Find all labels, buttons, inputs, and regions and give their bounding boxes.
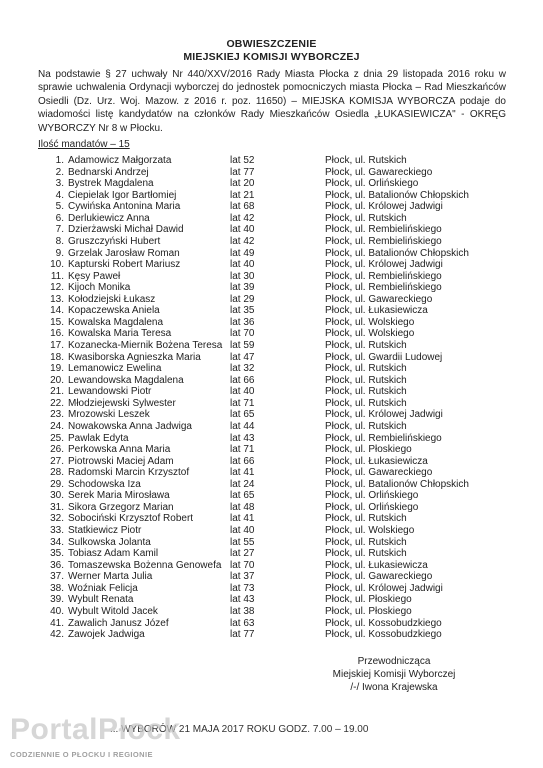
candidate-row	[0, 340, 543, 352]
candidate-row	[0, 282, 543, 294]
candidate-address: Płock, ul. Królowej Jadwigi	[325, 409, 443, 421]
candidate-number: 3.	[55, 178, 64, 190]
candidate-age: lat 24	[230, 478, 255, 490]
candidate-number: 22.	[50, 397, 64, 409]
candidate-age: lat 43	[230, 594, 255, 606]
candidate-name: Zawalich Janusz Józef	[68, 617, 169, 629]
candidate-row	[0, 525, 543, 537]
candidate-age: lat 37	[230, 571, 255, 583]
candidate-name: Kowalska Magdalena	[68, 316, 164, 328]
candidate-row	[0, 398, 543, 410]
candidate-number: 20.	[50, 374, 64, 386]
candidate-row	[0, 421, 543, 433]
candidate-number: 12.	[50, 282, 64, 294]
candidate-number: 35.	[50, 548, 64, 560]
candidate-age: lat 71	[230, 444, 255, 456]
candidate-name: Grzelak Jarosław Roman	[68, 247, 180, 259]
candidate-number: 25.	[50, 432, 64, 444]
candidate-name: Kapturski Robert Mariusz	[68, 259, 181, 271]
candidate-age: lat 66	[230, 455, 255, 467]
candidate-number: 18.	[50, 351, 64, 363]
candidate-address: Płock, ul. Orlińskiego	[325, 490, 419, 502]
candidate-address: Płock, ul. Rembielińskiego	[325, 235, 442, 247]
candidate-address: Płock, ul. Rutskich	[325, 212, 407, 224]
candidate-age: lat 35	[230, 305, 255, 317]
candidate-number: 5.	[55, 201, 64, 213]
candidate-address: Płock, ul. Kossobudzkiego	[325, 629, 442, 641]
candidate-row	[0, 190, 543, 202]
candidate-number: 4.	[55, 189, 64, 201]
candidate-age: lat 52	[230, 155, 255, 166]
candidate-age: lat 30	[230, 270, 255, 282]
candidate-number: 19.	[50, 363, 64, 375]
candidate-address: Płock, ul. Rembielińskiego	[325, 270, 442, 282]
candidate-name: Tobiasz Adam Kamil	[68, 548, 159, 560]
candidate-row	[0, 167, 543, 179]
candidate-number: 27.	[50, 455, 64, 467]
candidate-age: lat 77	[230, 629, 255, 641]
candidate-list	[0, 155, 543, 641]
candidate-number: 39.	[50, 594, 64, 606]
candidate-age: lat 42	[230, 212, 255, 224]
candidate-number: 9.	[55, 247, 64, 259]
candidate-address: Płock, ul. Gawareckiego	[325, 571, 433, 583]
candidate-age: lat 44	[230, 420, 255, 432]
candidate-row	[0, 618, 543, 630]
candidate-address: Płock, ul. Rutskich	[325, 374, 407, 386]
candidate-age: lat 65	[230, 490, 255, 502]
candidate-row	[0, 560, 543, 572]
candidate-number: 17.	[50, 340, 64, 351]
candidate-name: Kołodziejski Łukasz	[68, 293, 156, 305]
candidate-age: lat 40	[230, 224, 255, 236]
candidate-row	[0, 409, 543, 421]
candidate-row	[0, 305, 543, 317]
candidate-age: lat 48	[230, 501, 255, 513]
candidate-age: lat 41	[230, 513, 255, 525]
candidate-number: 21.	[50, 386, 64, 398]
candidate-name: Lemanowicz Ewelina	[68, 363, 162, 375]
candidate-age: lat 27	[230, 548, 255, 560]
candidate-address: Płock, ul. Orlińskiego	[325, 178, 419, 190]
candidate-name: Wybult Witold Jacek	[68, 605, 158, 617]
candidate-address: Płock, ul. Rutskich	[325, 386, 407, 398]
candidate-number: 28.	[50, 467, 64, 479]
candidate-address: Płock, ul. Królowej Jadwigi	[325, 259, 443, 271]
candidate-address: Płock, ul. Łukasiewicza	[325, 305, 428, 317]
candidate-row	[0, 467, 543, 479]
candidate-address: Płock, ul. Rutskich	[325, 363, 407, 375]
candidate-row	[0, 224, 543, 236]
notice-title: OBWIESZCZENIE	[226, 38, 317, 50]
candidate-age: lat 49	[230, 247, 255, 259]
candidate-address: Płock, ul. Płoskiego	[325, 594, 412, 606]
candidate-name: Serek Maria Mirosława	[68, 490, 170, 502]
candidate-age: lat 36	[230, 316, 255, 328]
candidate-name: Bystrek Magdalena	[68, 178, 154, 190]
candidate-age: lat 70	[230, 328, 255, 340]
candidate-number: 40.	[50, 605, 64, 617]
candidate-row	[0, 363, 543, 375]
candidate-number: 29.	[50, 478, 64, 490]
signature-title: Przewodnicząca	[357, 656, 431, 667]
candidate-address: Płock, ul. Łukasiewicza	[325, 559, 428, 571]
notice-subtitle: MIEJSKIEJ KOMISJI WYBORCZEJ	[183, 51, 360, 63]
candidate-address: Płock, ul. Wolskiego	[325, 328, 415, 340]
candidate-row	[0, 444, 543, 456]
candidate-address: Płock, ul. Batalionów Chłopskich	[325, 247, 469, 259]
candidate-age: lat 40	[230, 259, 255, 271]
candidate-number: 6.	[55, 212, 64, 224]
candidate-number: 38.	[50, 582, 64, 594]
candidate-row	[0, 178, 543, 190]
candidate-name: Woźniak Felicja	[68, 582, 138, 594]
candidate-age: lat 21	[230, 189, 255, 201]
candidate-name: Wybult Renata	[68, 594, 134, 606]
candidate-address: Płock, ul. Płoskiego	[325, 605, 412, 617]
candidate-name: Ciepielak Igor Bartłomiej	[68, 189, 177, 201]
candidate-address: Płock, ul. Rutskich	[325, 536, 407, 548]
candidate-age: lat 40	[230, 386, 255, 398]
candidate-address: Płock, ul. Wolskiego	[325, 525, 415, 536]
candidate-row	[0, 594, 543, 606]
candidate-number: 32.	[50, 513, 64, 525]
candidate-row	[0, 271, 543, 283]
intro-paragraph: Na podstawie § 27 uchwały Nr 440/XXV/2016 Rady Miasta Płocka z dnia 29 listopada 2016 roku w sprawie uchwalenia Ordynacji wyborczej do jednostek pomocniczych miasta Płocka – Rad Mieszkańców Osiedli (Dz. Urz. Woj. Mazow. z 2016 r. poz. 11650) – MIEJSKA KOMISJA WYBORCZA podaje do wiadomości listę kandydatów na członków Rady Mieszkańców Osiedla „ŁUKASIEWICZA" - OKRĘG WYBORCZY Nr 8 w Płocku.	[38, 69, 506, 134]
candidate-number: 11.	[50, 270, 64, 282]
candidate-name: Kęsy Paweł	[68, 270, 121, 282]
candidate-name: Kowalska Maria Teresa	[68, 328, 172, 340]
candidate-age: lat 55	[230, 536, 255, 548]
candidate-address: Płock, ul. Rembielińskiego	[325, 432, 442, 444]
candidate-address: Płock, ul. Rutskich	[325, 513, 407, 525]
candidate-age: lat 77	[230, 166, 255, 178]
candidate-number: 36.	[50, 559, 64, 571]
candidate-number: 14.	[50, 305, 64, 317]
candidate-address: Płock, ul. Gawareckiego	[325, 293, 433, 305]
candidate-row	[0, 294, 543, 306]
candidate-address: Płock, ul. Batalionów Chłopskich	[325, 189, 469, 201]
watermark-logo-text: PortalPłock	[10, 713, 181, 746]
candidate-age: lat 71	[230, 397, 255, 409]
mandates-count: Ilość mandatów – 15	[38, 139, 130, 150]
candidate-number: 37.	[50, 571, 64, 583]
candidate-name: Piotrowski Maciej Adam	[68, 455, 174, 467]
candidate-row	[0, 606, 543, 618]
candidate-row	[0, 386, 543, 398]
candidate-row	[0, 571, 543, 583]
candidate-number: 8.	[55, 235, 64, 247]
candidate-name: Zawojek Jadwiga	[68, 629, 145, 641]
candidate-address: Płock, ul. Rutskich	[325, 397, 407, 409]
candidate-name: Tomaszewska Bożenna Genowefa	[68, 559, 222, 571]
candidate-age: lat 66	[230, 374, 255, 386]
candidate-number: 30.	[50, 490, 64, 502]
candidate-name: Sobociński Krzysztof Robert	[68, 513, 194, 525]
candidate-row	[0, 248, 543, 260]
candidate-name: Mrozowski Leszek	[68, 409, 150, 421]
signature-commission: Miejskiej Komisji Wyborczej	[332, 669, 456, 680]
candidate-age: lat 47	[230, 351, 255, 363]
candidate-number: 10.	[50, 259, 64, 271]
candidate-name: Kwasiborska Agnieszka Maria	[68, 351, 201, 363]
candidate-age: lat 39	[230, 282, 255, 294]
watermark-logo	[6, 713, 181, 763]
candidate-name: Derlukiewicz Anna	[68, 212, 150, 224]
candidate-name: Lewandowski Piotr	[68, 386, 152, 398]
candidate-age: lat 41	[230, 467, 255, 479]
candidate-name: Lewandowska Magdalena	[68, 374, 184, 386]
candidate-name: Młodziejewski Sylwester	[68, 397, 176, 409]
candidate-address: Płock, ul. Rutskich	[325, 420, 407, 432]
candidate-row	[0, 433, 543, 445]
candidate-address: Płock, ul. Batalionów Chłopskich	[325, 478, 469, 490]
election-date-footer: ... WYBORÓW 21 MAJA 2017 ROKU GODZ. 7.00 – 19.00	[110, 724, 369, 735]
candidate-address: Płock, ul. Kossobudzkiego	[325, 617, 442, 629]
candidate-number: 26.	[50, 444, 64, 456]
candidate-number: 24.	[50, 420, 64, 432]
candidate-row	[0, 213, 543, 225]
candidate-name: Sulkowska Jolanta	[68, 536, 151, 548]
candidate-address: Płock, ul. Gawareckiego	[325, 467, 433, 479]
candidate-name: Perkowska Anna Maria	[68, 444, 171, 456]
candidate-name: Gruszczyński Hubert	[68, 235, 161, 247]
candidate-age: lat 73	[230, 582, 255, 594]
candidate-name: Kijoch Monika	[68, 282, 131, 294]
candidate-number: 23.	[50, 409, 64, 421]
candidate-row	[0, 236, 543, 248]
candidate-row	[0, 155, 543, 167]
candidate-row	[0, 548, 543, 560]
candidate-row	[0, 317, 543, 329]
candidate-name: Schodowska Iza	[68, 478, 141, 490]
candidate-address: Płock, ul. Płoskiego	[325, 444, 412, 456]
candidate-row	[0, 502, 543, 514]
candidate-row	[0, 513, 543, 525]
candidate-number: 7.	[55, 224, 64, 236]
candidate-row	[0, 375, 543, 387]
candidate-address: Płock, ul. Łukasiewicza	[325, 455, 428, 467]
candidate-row	[0, 479, 543, 491]
candidate-address: Płock, ul. Królowej Jadwigi	[325, 582, 443, 594]
candidate-name: Bednarski Andrzej	[68, 166, 149, 178]
candidate-age: lat 20	[230, 178, 255, 190]
candidate-row	[0, 201, 543, 213]
signature-name: /-/ Iwona Krajewska	[350, 682, 438, 693]
candidate-name: Pawlak Edyta	[68, 432, 129, 444]
candidate-name: Statkiewicz Piotr	[68, 525, 142, 536]
candidate-name: Nowakowska Anna Jadwiga	[68, 420, 192, 432]
candidate-name: Kopaczewska Aniela	[68, 305, 160, 317]
candidate-number: 42.	[50, 629, 64, 641]
candidate-age: lat 63	[230, 617, 255, 629]
candidate-address: Płock, ul. Gawareckiego	[325, 166, 433, 178]
watermark-tagline: CODZIENNIE O PŁOCKU I REGIONIE	[10, 750, 153, 759]
candidate-address: Płock, ul. Królowej Jadwigi	[325, 201, 443, 213]
candidate-address: Płock, ul. Orlińskiego	[325, 501, 419, 513]
candidate-address: Płock, ul. Wolskiego	[325, 316, 415, 328]
candidate-age: lat 42	[230, 235, 255, 247]
candidate-name: Cywińska Antonina Maria	[68, 201, 181, 213]
candidate-row	[0, 490, 543, 502]
candidate-age: lat 68	[230, 201, 255, 213]
candidate-address: Płock, ul. Rutskich	[325, 340, 407, 351]
candidate-number: 1.	[55, 155, 64, 166]
candidate-age: lat 38	[230, 605, 255, 617]
candidate-address: Płock, ul. Gwardii Ludowej	[325, 351, 443, 363]
candidate-address: Płock, ul. Rutskich	[325, 155, 407, 166]
candidate-age: lat 70	[230, 559, 255, 571]
candidate-age: lat 59	[230, 340, 255, 351]
candidate-row	[0, 537, 543, 549]
candidate-row	[0, 328, 543, 340]
candidate-row	[0, 456, 543, 468]
candidate-number: 16.	[50, 328, 64, 340]
candidate-number: 31.	[50, 501, 64, 513]
candidate-number: 15.	[50, 316, 64, 328]
candidate-name: Kozanecka-Miernik Bożena Teresa	[68, 340, 223, 351]
candidate-name: Dzierżawski Michał Dawid	[68, 224, 184, 236]
candidate-address: Płock, ul. Rembielińskiego	[325, 282, 442, 294]
candidate-number: 2.	[55, 166, 64, 178]
candidate-number: 13.	[50, 293, 64, 305]
candidate-name: Adamowicz Małgorzata	[68, 155, 172, 166]
candidate-name: Sikora Grzegorz Marian	[68, 501, 174, 513]
candidate-address: Płock, ul. Rutskich	[325, 548, 407, 560]
candidate-name: Radomski Marcin Krzysztof	[68, 467, 190, 479]
candidate-address: Płock, ul. Rembielińskiego	[325, 224, 442, 236]
candidate-row	[0, 352, 543, 364]
candidate-age: lat 32	[230, 363, 255, 375]
candidate-age: lat 29	[230, 293, 255, 305]
candidate-number: 34.	[50, 536, 64, 548]
candidate-number: 41.	[50, 617, 64, 629]
candidate-name: Werner Marta Julia	[68, 571, 153, 583]
candidate-row	[0, 583, 543, 595]
candidate-age: lat 40	[230, 525, 255, 536]
candidate-age: lat 43	[230, 432, 255, 444]
candidate-age: lat 65	[230, 409, 255, 421]
candidate-row	[0, 629, 543, 641]
candidate-row	[0, 259, 543, 271]
candidate-number: 33.	[50, 525, 64, 536]
